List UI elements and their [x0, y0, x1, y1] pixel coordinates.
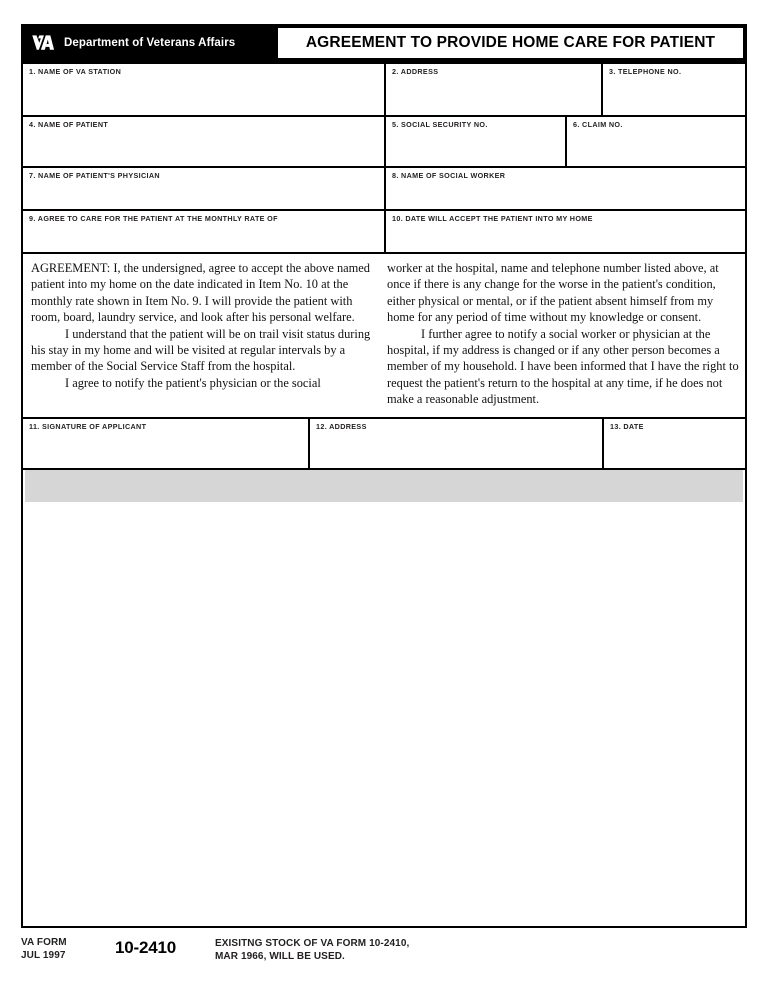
- form-number: 10-2410: [115, 938, 176, 957]
- form-header: [21, 24, 747, 62]
- form-edition: [21, 936, 93, 963]
- agreement-paragraph: AGREEMENT: I, the undersigned, agree to accept the above named patient into my home on the date indicated in Item No. 10 at the monthly rate shown in Item No. 9. I will provide the patient with room, board, laundry service, and look after his personal welfare.: [31, 261, 370, 325]
- form-stock-note-line-2: MAR 1966, WILL BE USED.: [215, 951, 345, 962]
- agency-name: Department of Veterans Affairs: [64, 37, 236, 49]
- field-label: 13. DATE: [610, 422, 644, 431]
- agreement-column-left: [31, 260, 385, 417]
- field-label: 6. CLAIM NO.: [573, 120, 623, 129]
- form-body: [21, 62, 747, 928]
- form-stock-note: [215, 936, 409, 963]
- field-name-of-social-worker[interactable]: [384, 168, 745, 209]
- field-label: 12. ADDRESS: [316, 422, 367, 431]
- form-edition-line-2: JUL 1997: [21, 949, 66, 961]
- field-label: 10. DATE WILL ACCEPT THE PATIENT INTO MY HOME: [392, 214, 593, 223]
- agreement-column-right: [385, 260, 739, 417]
- field-label: 4. NAME OF PATIENT: [29, 120, 109, 129]
- form-title: AGREEMENT TO PROVIDE HOME CARE FOR PATIENT: [305, 34, 716, 51]
- form-edition-line-1: VA FORM: [21, 937, 67, 948]
- field-label: 9. AGREE TO CARE FOR THE PATIENT AT THE MONTHLY RATE OF: [29, 214, 278, 223]
- va-monogram-icon: [31, 34, 55, 52]
- form-row-4: [23, 211, 745, 254]
- field-name-of-va-station[interactable]: [23, 64, 384, 115]
- shaded-band: [25, 470, 743, 502]
- agreement-paragraph: I agree to notify the patient's physician or the social: [65, 375, 321, 390]
- form-footer: [21, 936, 747, 976]
- field-monthly-rate[interactable]: [23, 211, 384, 252]
- field-social-security-no[interactable]: [384, 117, 565, 166]
- field-label: 11. SIGNATURE OF APPLICANT: [29, 422, 147, 431]
- form-row-5: [23, 419, 745, 470]
- field-label: 1. NAME OF VA STATION: [29, 67, 122, 76]
- field-telephone-no[interactable]: [601, 64, 745, 115]
- form-title-box: [278, 28, 743, 58]
- form-row-1: [23, 64, 745, 117]
- field-label: 8. NAME OF SOCIAL WORKER: [392, 171, 506, 180]
- field-address[interactable]: [384, 64, 601, 115]
- form-row-3: [23, 168, 745, 211]
- agency-brand: [22, 25, 278, 61]
- field-applicant-address[interactable]: [308, 419, 602, 468]
- field-date[interactable]: [602, 419, 745, 468]
- agreement-section: [23, 254, 745, 419]
- agreement-paragraph: worker at the hospital, name and telephone number listed above, at once if there is any change for the worse in the patient's condition, either physical or mental, or if the patient absent himself from my home for any period of time without my knowledge or consent.: [387, 261, 719, 325]
- field-label: 2. ADDRESS: [392, 67, 439, 76]
- field-name-of-physician[interactable]: [23, 168, 384, 209]
- agreement-paragraph: I further agree to notify a social worker or physician at the hospital, if my address is changed or if any other person becomes a member of my household. I have been informed that I have the right to request the patient's return to the hospital at any time, if he does not make a reasonable adjustment.: [387, 326, 739, 406]
- field-label: 3. TELEPHONE NO.: [609, 67, 682, 76]
- form-stock-note-line-1: EXISITNG STOCK OF VA FORM 10-2410,: [215, 938, 410, 949]
- field-date-accept-patient[interactable]: [384, 211, 745, 252]
- field-signature-of-applicant[interactable]: [23, 419, 308, 468]
- field-name-of-patient[interactable]: [23, 117, 384, 166]
- field-label: 5. SOCIAL SECURITY NO.: [392, 120, 488, 129]
- form-row-2: [23, 117, 745, 168]
- blank-form-area: [23, 502, 745, 926]
- agreement-paragraph: I understand that the patient will be on trail visit status during his stay in my home and will be visited at regular intervals by a member of the Social Service Staff from the hospital.: [31, 326, 371, 374]
- field-claim-no[interactable]: [565, 117, 745, 166]
- field-label: 7. NAME OF PATIENT'S PHYSICIAN: [29, 171, 160, 180]
